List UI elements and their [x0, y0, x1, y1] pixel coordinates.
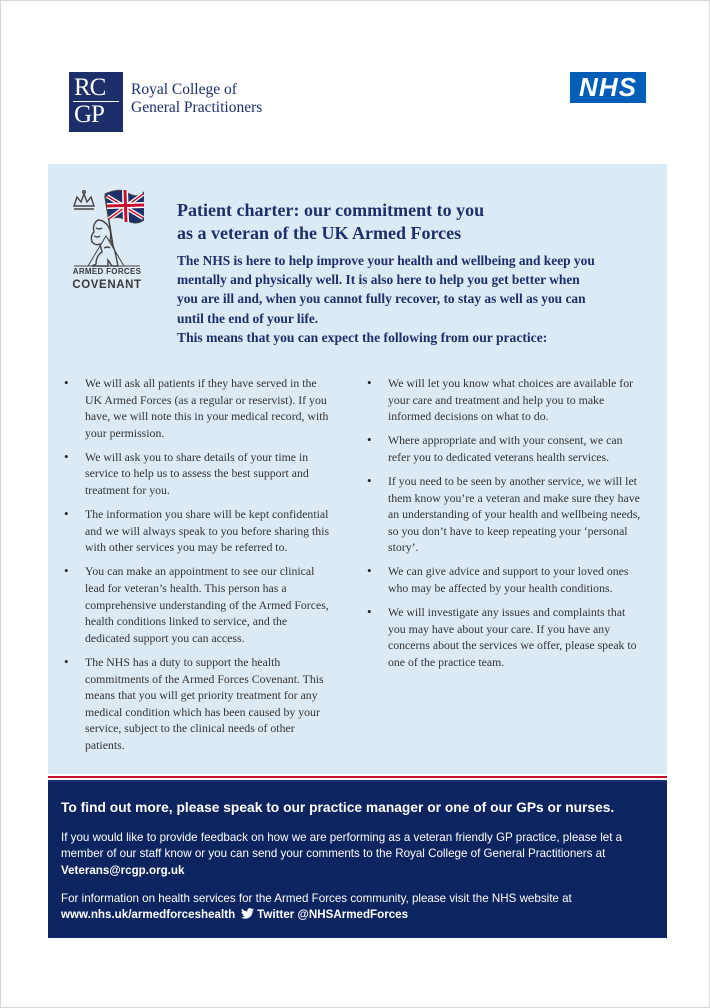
bullet-icon: •: [64, 653, 69, 669]
list-item-text: The information you share will be kept confidential and we will always speak to you before sharing this with other services you may be referred to.: [85, 507, 330, 555]
footer-heading: To find out more, please speak to our practice manager or one of our GPs or nurses.: [61, 800, 615, 815]
list-item: [64, 375, 334, 441]
rcgp-logo-line2: GP: [74, 101, 104, 128]
list-item: [367, 432, 642, 465]
bullet-icon: •: [367, 472, 372, 488]
lion-icon: [91, 220, 118, 266]
list-item-text: Where appropriate and with your consent, we can refer you to dedicated veterans health services.: [388, 433, 623, 464]
bullet-icon: •: [367, 604, 372, 620]
list-item: [367, 604, 642, 670]
list-item-text: The NHS has a duty to support the health commitments of the Armed Forces Covenant. This means that you will get priority treatment for any medical condition which has been caused by your service, subject to the clinical needs of other patients.: [85, 654, 324, 752]
armed-forces-covenant-emblem: [68, 186, 144, 294]
list-item: [367, 375, 642, 425]
list-item-text: We will let you know what choices are available for your care and treatment and help you to make informed decisions on what to do.: [388, 376, 634, 424]
bullet-icon: •: [64, 448, 69, 464]
list-item: [64, 654, 334, 754]
footer-info-text: For information on health services for the Armed Forces community, please visit the NHS website at: [61, 892, 572, 905]
list-item: [64, 563, 334, 646]
charter-title-line2: as a veteran of the UK Armed Forces: [177, 223, 462, 243]
list-item-text: We will ask you to share details of your time in service to help us to assess the best support and treatment for you.: [85, 449, 309, 498]
feedback-email-link[interactable]: Veterans@rcgp.org.uk: [61, 863, 185, 877]
bullet-icon: •: [367, 432, 372, 448]
bullet-icon: •: [367, 563, 372, 579]
rcgp-name-line2: General Practitioners: [131, 99, 263, 116]
list-item: [64, 506, 334, 556]
list-item-text: We will investigate any issues and complaints that you may have about your care. If you have any concerns about the services we offer, please speak to one of the practice team.: [388, 605, 637, 669]
list-item: [367, 563, 642, 596]
commitments-right-list: [367, 375, 642, 678]
twitter-handle-link[interactable]: Twitter @NHSArmedForces: [257, 908, 409, 922]
list-item: [367, 473, 642, 556]
emblem-base: [74, 236, 140, 266]
bullet-icon: •: [367, 375, 372, 390]
bullet-icon: •: [64, 563, 69, 579]
commitments-left-list: [64, 375, 334, 761]
footer-feedback-paragraph: [61, 830, 651, 879]
charter-lead: This means that you can expect the following from our practice:: [177, 330, 548, 345]
crown-icon: [74, 191, 94, 209]
footer-feedback-text: If you would like to provide feedback on how we are performing as a veteran friendly GP practice, please let a member of our staff know or you can send your comments to the Royal College of General Practitioners at: [61, 831, 623, 861]
footer-panel: [48, 782, 667, 938]
rcgp-name-line1: Royal College of: [131, 81, 237, 98]
list-item-text: If you need to be seen by another service, we will let them know you’re a veteran and make sure they have an understanding of your health and wellbeing needs, so you don’t have to keep repeating your ‘personal story’.: [388, 473, 641, 555]
nhs-logo: NHS: [570, 72, 646, 103]
emblem-text-covenant: COVENANT: [72, 279, 142, 291]
bullet-icon: •: [64, 375, 69, 390]
list-item-text: We will ask all patients if they have served in the UK Armed Forces (as a regular or reservist). If you have, we will note this in your medical record, with your permission.: [85, 376, 329, 440]
charter-intro: The NHS is here to help improve your health and wellbeing and keep you mentally and physically well. It is also here to help you get better when you are ill and, when you cannot fully recover, to stay as well as you can until the end of your life.: [177, 253, 595, 326]
rcgp-name: [131, 81, 262, 117]
emblem-text-armed-forces: ARMED FORCES: [72, 267, 142, 276]
twitter-icon: [241, 908, 254, 919]
charter-title-line1: Patient charter: our commitment to you: [177, 200, 485, 220]
footer-info-paragraph: [61, 891, 661, 924]
nhs-website-link[interactable]: www.nhs.uk/armedforceshealth: [61, 908, 236, 922]
list-item-text: You can make an appointment to see our clinical lead for veteran’s health. This person has a comprehensive understanding of the Armed Forces, health conditions linked to service, and the dedicated support you can access.: [85, 564, 329, 645]
list-item-text: We can give advice and support to your loved ones who may be affected by your health conditions.: [388, 564, 629, 596]
list-item: [64, 449, 334, 499]
bullet-icon: •: [64, 506, 69, 522]
rcgp-logo-line1: RC: [74, 74, 106, 101]
charter-title: [177, 199, 617, 245]
rcgp-logo: [69, 72, 123, 132]
